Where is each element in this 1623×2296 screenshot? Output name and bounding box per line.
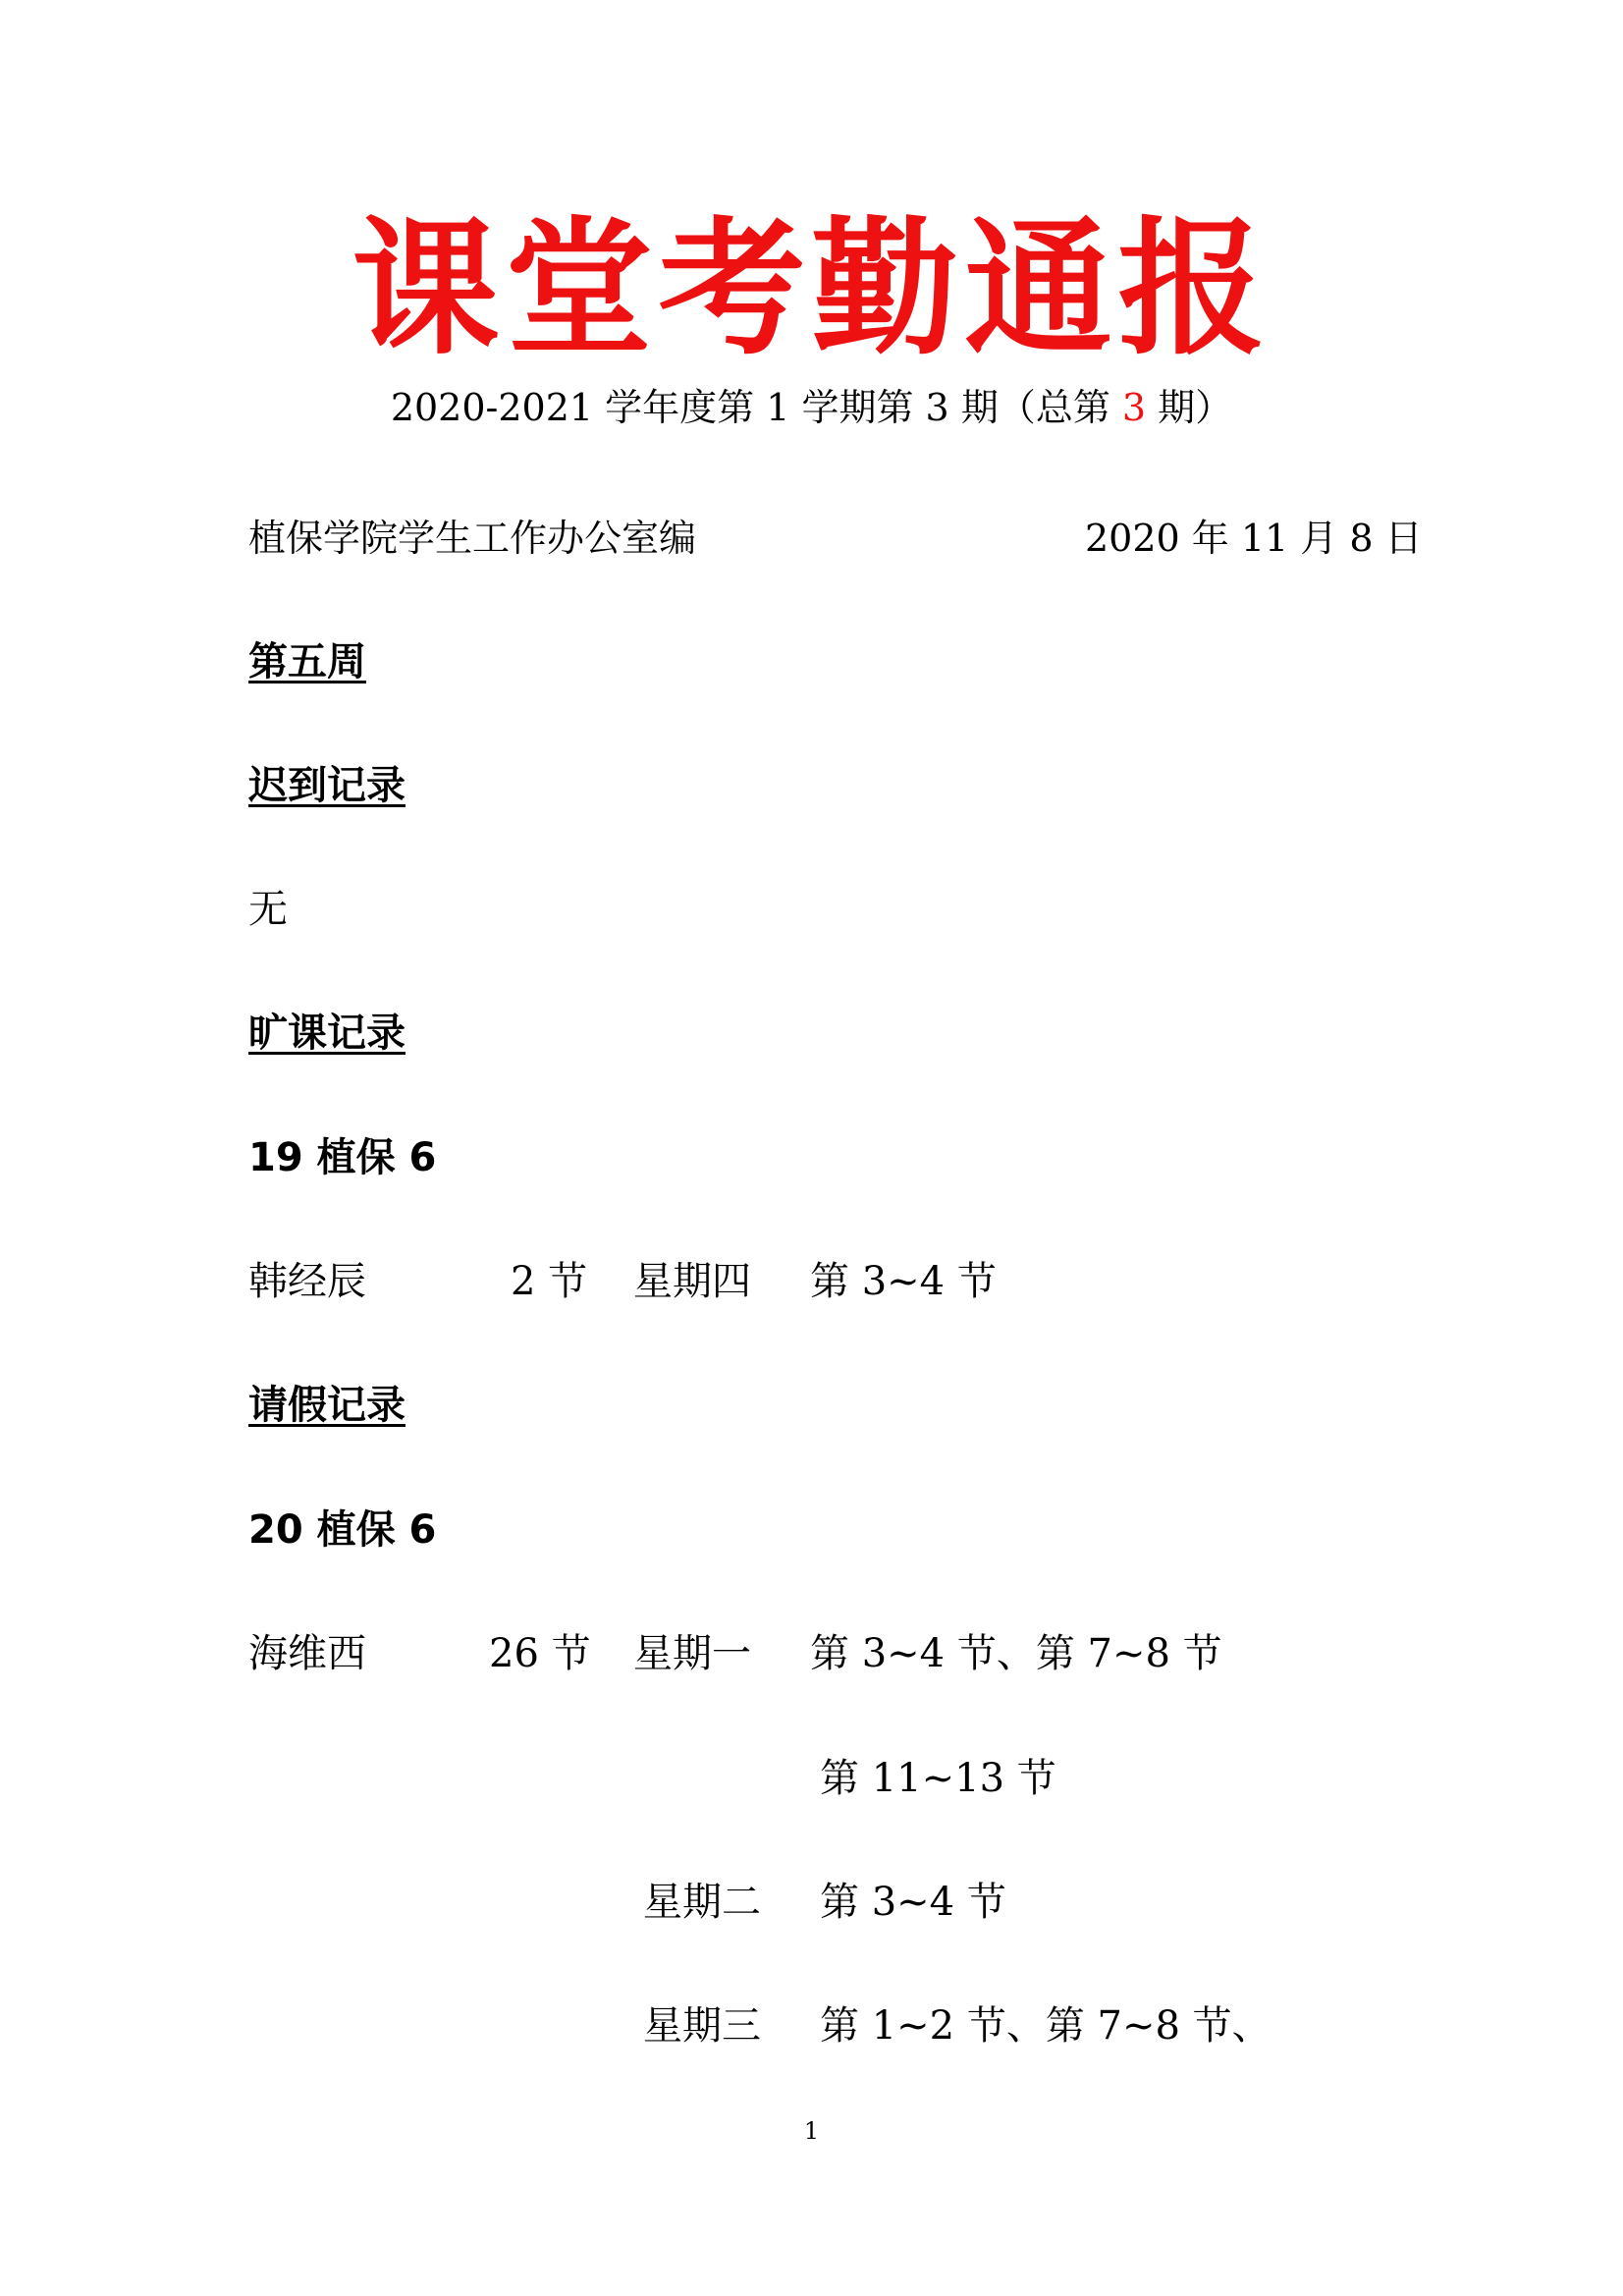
absence-class-name: 19 植保 6 bbox=[248, 1135, 437, 1180]
leave-row-periods: 第 11~13 节 bbox=[820, 1756, 1056, 1801]
document-title: 课堂考勤通报 bbox=[352, 204, 1271, 375]
issue-subtitle-suffix: 期） bbox=[1146, 386, 1233, 429]
absence-periods: 第 3~4 节 bbox=[810, 1259, 997, 1304]
issue-total-number: 3 bbox=[1121, 386, 1147, 429]
leave-count: 26 节 bbox=[489, 1631, 591, 1676]
leave-row-day: 星期三 bbox=[643, 2003, 761, 2049]
page-number: 1 bbox=[803, 2117, 820, 2145]
leave-heading: 请假记录 bbox=[248, 1383, 406, 1428]
leave-row-day: 星期二 bbox=[643, 1880, 761, 1925]
leave-row-periods: 第 3~4 节 bbox=[820, 1880, 1006, 1925]
leave-row-day: 星期一 bbox=[633, 1631, 751, 1676]
issue-date: 2020 年 11 月 8 日 bbox=[1085, 517, 1423, 560]
editor-line: 植保学院学生工作办公室编 bbox=[248, 517, 697, 560]
leave-class-name: 20 植保 6 bbox=[248, 1507, 437, 1553]
absence-heading: 旷课记录 bbox=[248, 1011, 406, 1056]
late-heading: 迟到记录 bbox=[248, 763, 406, 808]
leave-student-name: 海维西 bbox=[248, 1631, 366, 1676]
absence-student-name: 韩经辰 bbox=[248, 1259, 366, 1304]
week-heading: 第五周 bbox=[248, 639, 366, 684]
leave-row-periods: 第 1~2 节、第 7~8 节、 bbox=[820, 2003, 1271, 2049]
late-content: 无 bbox=[248, 887, 288, 932]
absence-day: 星期四 bbox=[633, 1259, 751, 1304]
issue-subtitle bbox=[0, 383, 1623, 432]
absence-count: 2 节 bbox=[511, 1259, 588, 1304]
issue-subtitle-prefix: 2020-2021 学年度第 1 学期第 3 期（总第 bbox=[390, 386, 1122, 429]
leave-row-periods: 第 3~4 节、第 7~8 节 bbox=[810, 1631, 1222, 1676]
